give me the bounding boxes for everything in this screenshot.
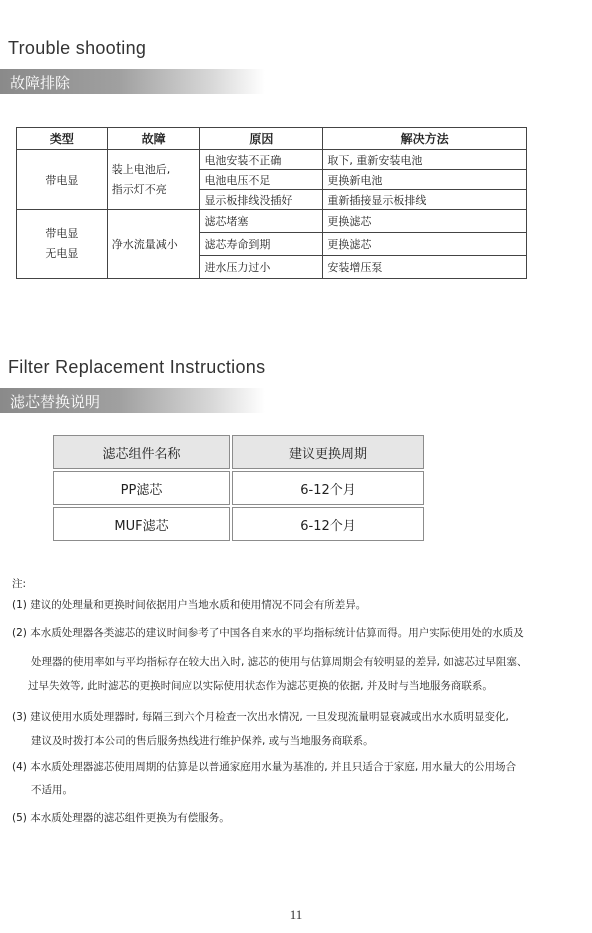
note-line: (1) 建议的处理量和更换时间依据用户当地水质和使用情况不同会有所差异。 <box>12 599 367 611</box>
fault-line: 指示灯不亮 <box>111 182 167 196</box>
type-cell <box>17 210 108 279</box>
header-type: 类型 <box>17 128 108 150</box>
filter-period-cell: 6-12个月 <box>232 507 424 541</box>
fault-line: 装上电池后, <box>111 162 171 176</box>
filter-period-cell: 6-12个月 <box>232 471 424 505</box>
section-title-band <box>0 388 265 413</box>
note-line: 过早失效等, 此时滤芯的更换时间应以实际使用状态作为滤芯更换的依据, 并及时与当地服务商联系。 <box>28 680 493 692</box>
section-title-zh: 故障排除 <box>10 74 71 92</box>
type-cell: 带电显 <box>17 150 108 210</box>
cause-cell: 显示板排线没插好 <box>200 190 323 210</box>
fix-cell: 安装增压泵 <box>323 256 527 279</box>
header-filter-name: 滤芯组件名称 <box>53 435 230 469</box>
page-number: 11 <box>289 907 303 922</box>
filter-name-cell: PP滤芯 <box>53 471 230 505</box>
cause-cell: 滤芯堵塞 <box>200 210 323 233</box>
table-row <box>53 471 424 505</box>
cause-cell: 滤芯寿命到期 <box>200 233 323 256</box>
header-solution: 解决方法 <box>323 128 527 150</box>
fix-cell: 重新插接显示板排线 <box>323 190 527 210</box>
type-line: 无电显 <box>45 247 79 260</box>
fix-cell: 更换新电池 <box>323 170 527 190</box>
cause-cell: 进水压力过小 <box>200 256 323 279</box>
section-title-en: Trouble shooting <box>8 38 147 58</box>
fix-cell: 取下, 重新安装电池 <box>323 150 527 170</box>
table-row <box>17 210 527 233</box>
section-title-band <box>0 69 265 94</box>
fault-cell: 净水流量减小 <box>107 210 200 279</box>
note-line: 处理器的使用率如与平均指标存在较大出入时, 滤芯的使用与估算周期会有较明显的差异, 如滤芯过早阻塞、 <box>31 656 528 668</box>
filter-table <box>51 433 426 543</box>
note-line: (3) 建议使用水质处理器时, 每隔三到六个月检查一次出水情况, 一旦发现流量明显衰减或出水水质明显变化, <box>12 711 509 723</box>
table-row <box>53 507 424 541</box>
section-title-zh: 滤芯替换说明 <box>10 393 101 411</box>
section-title-en: Filter Replacement Instructions <box>8 357 266 377</box>
table-header-row <box>53 435 424 469</box>
cause-cell: 电池电压不足 <box>200 170 323 190</box>
fix-cell: 更换滤芯 <box>323 210 527 233</box>
fault-cell <box>107 150 200 210</box>
note-line: 不适用。 <box>31 784 73 796</box>
fix-cell: 更换滤芯 <box>323 233 527 256</box>
header-replace-period: 建议更换周期 <box>232 435 424 469</box>
table-row <box>17 150 527 170</box>
note-line: 建议及时拨打本公司的售后服务热线进行维护保养, 或与当地服务商联系。 <box>31 735 374 747</box>
type-line: 带电显 <box>45 227 79 240</box>
filter-name-cell: MUF滤芯 <box>53 507 230 541</box>
header-fault: 故障 <box>107 128 200 150</box>
note-line: (5) 本水质处理器的滤芯组件更换为有偿服务。 <box>12 812 230 824</box>
header-cause: 原因 <box>200 128 323 150</box>
trouble-table <box>16 127 527 279</box>
note-line: (4) 本水质处理器滤芯使用周期的估算是以普通家庭用水量为基准的, 并且只适合于家庭, 用水量大的公用场合 <box>12 761 517 773</box>
notes-label: 注: <box>12 578 27 590</box>
table-header-row <box>17 128 527 150</box>
note-line: (2) 本水质处理器各类滤芯的建议时间参考了中国各自来水的平均指标统计估算而得。用户实际使用处的水质及 <box>12 627 524 639</box>
cause-cell: 电池安装不正确 <box>200 150 323 170</box>
